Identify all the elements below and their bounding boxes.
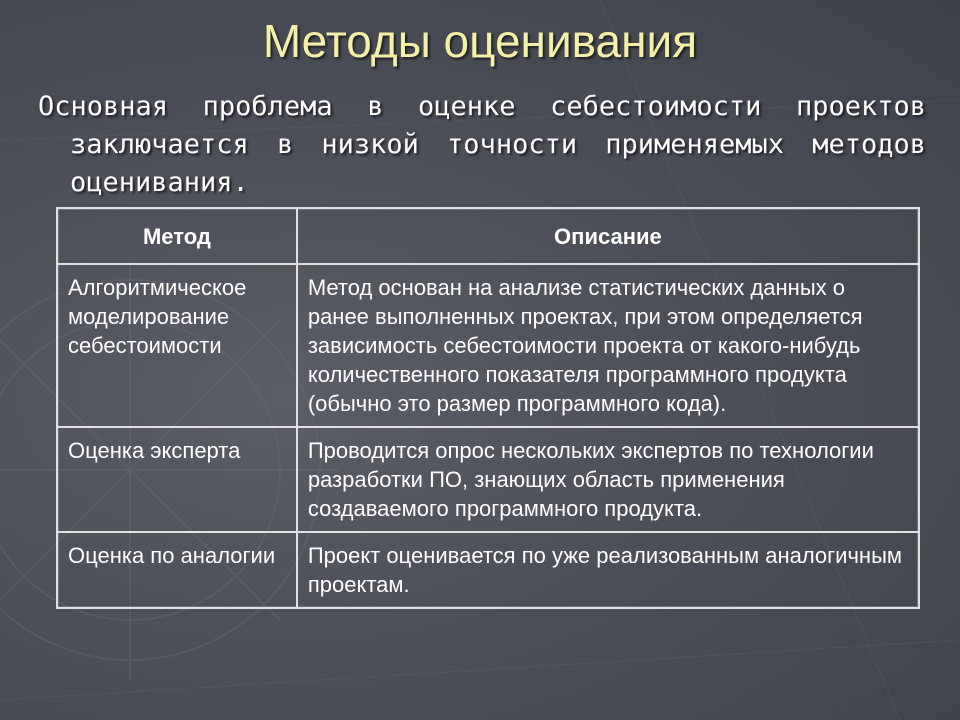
description-cell: Метод основан на анализе статистических данных о ранее выполненных проектах, при этом определяется зависимость себестоимости проекта от какого-нибудь количественного показателя программного продукта (обычно это размер программного кода). (297, 264, 919, 427)
table-row (57, 264, 919, 427)
method-cell: Алгоритмическое моделирование себестоимости (57, 264, 297, 427)
table-row (57, 427, 919, 532)
header-method: Метод (57, 208, 297, 264)
description-cell: Проводится опрос нескольких экспертов по технологии разработки ПО, знающих область применения создаваемого программного продукта. (297, 427, 919, 532)
table-row (57, 532, 919, 608)
slide-title: Методы оценивания (262, 15, 698, 67)
description-cell: Проект оценивается по уже реализованным аналогичным проектам. (297, 532, 919, 608)
intro-paragraph: Основная проблема в оценке себестоимости проектов заключается в низкой точности применяемых методов оценивания. (38, 91, 926, 198)
table-header-row (57, 208, 919, 264)
methods-table (56, 207, 920, 609)
method-cell: Оценка эксперта (57, 427, 297, 532)
header-description: Описание (297, 208, 919, 264)
method-cell: Оценка по аналогии (57, 532, 297, 608)
